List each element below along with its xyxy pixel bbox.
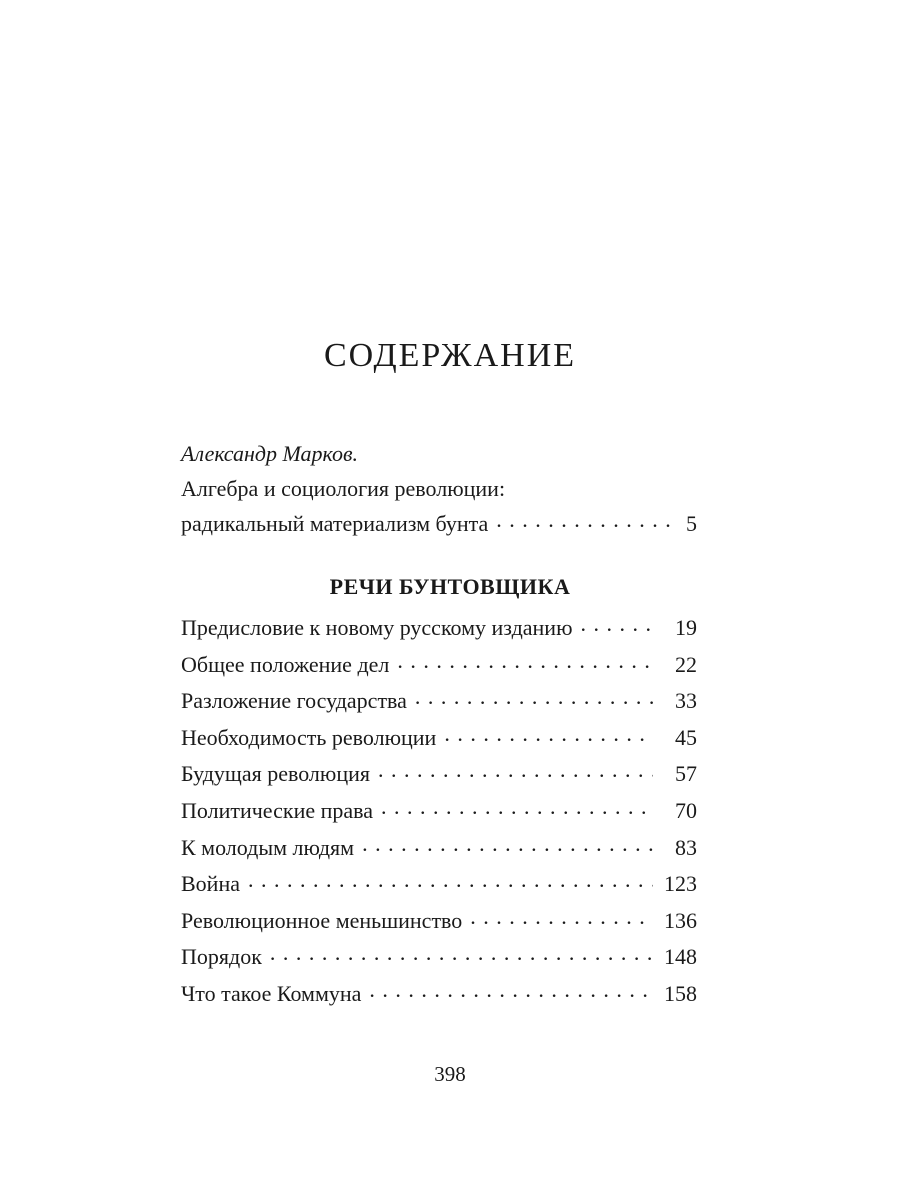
toc-entry bbox=[181, 756, 697, 793]
intro-title-line-1: Алгебра и социология революции: bbox=[181, 476, 506, 501]
toc-entry bbox=[181, 683, 697, 720]
intro-title-line-2-row bbox=[181, 506, 697, 541]
section-heading: РЕЧИ БУНТОВЩИКА bbox=[329, 574, 571, 599]
toc-entry-title: Будущая революция bbox=[181, 761, 371, 787]
dot-leader bbox=[581, 613, 653, 635]
page-number: 398 bbox=[434, 1062, 466, 1086]
toc-entry-title: К молодым людям bbox=[181, 834, 355, 860]
toc-entry bbox=[181, 976, 697, 1013]
toc-entry-title: Общее положение дел bbox=[181, 651, 390, 677]
dot-leader bbox=[369, 979, 653, 1001]
dot-leader bbox=[470, 906, 653, 928]
toc-entry-title: Война bbox=[181, 871, 240, 897]
page-title: СОДЕРЖАНИЕ bbox=[323, 337, 577, 374]
toc-entry-page: 45 bbox=[675, 724, 697, 750]
dot-leader bbox=[270, 942, 653, 964]
dot-leader bbox=[378, 759, 653, 781]
toc-entry-page: 22 bbox=[675, 651, 697, 677]
dot-leader bbox=[362, 833, 653, 855]
toc-entry-page: 158 bbox=[664, 980, 697, 1006]
toc-entry-page: 148 bbox=[664, 944, 697, 970]
dot-leader bbox=[444, 723, 653, 745]
intro-author: Александр Марков. bbox=[181, 441, 359, 466]
toc-list bbox=[181, 610, 697, 1013]
toc-entry bbox=[181, 610, 697, 647]
dot-leader bbox=[415, 686, 653, 708]
toc-entry bbox=[181, 939, 697, 976]
toc-entry-title: Порядок bbox=[181, 944, 262, 970]
toc-entry bbox=[181, 830, 697, 867]
toc-entry-title: Предисловие к новому русскому изданию bbox=[181, 615, 573, 640]
toc-entry-page: 19 bbox=[675, 615, 697, 640]
toc-entry-title: Разложение государства bbox=[181, 688, 407, 714]
toc-entry bbox=[181, 720, 697, 757]
toc-entry bbox=[181, 793, 697, 830]
dot-leader bbox=[496, 509, 677, 531]
toc-entry-page: 136 bbox=[664, 907, 697, 933]
dot-leader bbox=[397, 650, 653, 672]
toc-entry bbox=[181, 647, 697, 684]
toc-entry bbox=[181, 866, 697, 903]
toc-entry bbox=[181, 903, 697, 940]
toc-entry-title: Политические права bbox=[181, 797, 374, 823]
toc-entry-title: Революционное меньшинство bbox=[181, 907, 463, 933]
intro-title-line-2: радикальный материализм бунта bbox=[181, 511, 489, 536]
intro-page-number: 5 bbox=[686, 511, 697, 536]
toc-entry-page: 70 bbox=[675, 797, 697, 823]
toc-entry-page: 83 bbox=[675, 834, 697, 860]
toc-entry-title: Что такое Коммуна bbox=[181, 980, 362, 1006]
toc-entry-page: 123 bbox=[664, 871, 697, 897]
dot-leader bbox=[248, 869, 653, 891]
toc-entry-page: 57 bbox=[675, 761, 697, 787]
intro-entry bbox=[181, 436, 697, 541]
dot-leader bbox=[381, 796, 653, 818]
toc-entry-page: 33 bbox=[675, 688, 697, 714]
toc-entry-title: Необходимость революции bbox=[181, 724, 437, 750]
